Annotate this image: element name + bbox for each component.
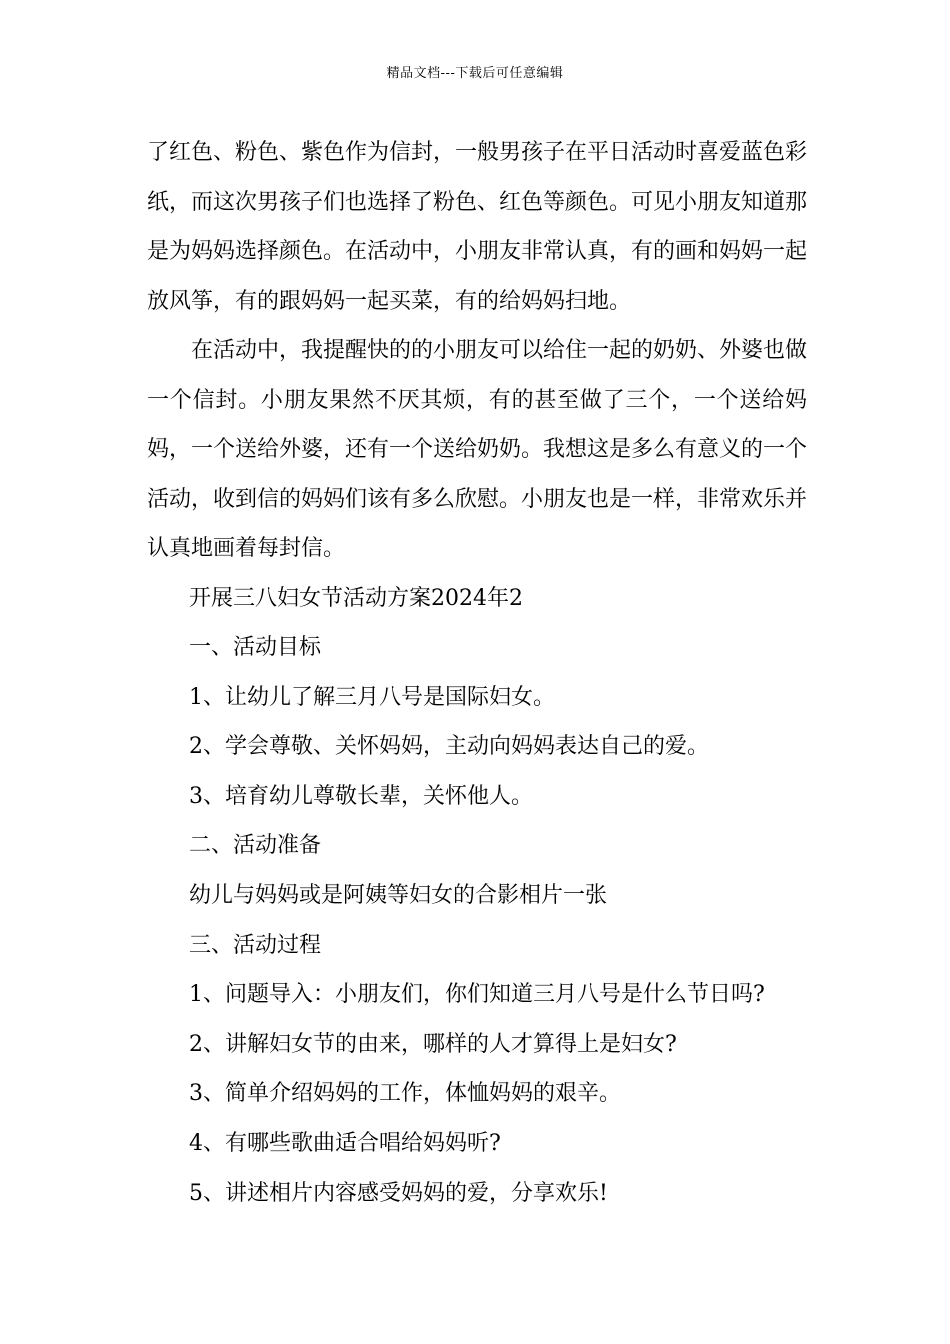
body-paragraph: 在活动中，我提醒快的的小朋友可以给住一起的奶奶、外婆也做一个信封。小朋友果然不厌其烦，有的甚至做了三个，一个送给妈妈，一个送给外婆，还有一个送给奶奶。我想这是多么有意义的一个活动，收到信的妈妈们该有多么欣慰。小朋友也是一样，非常欢乐并认真地画着每封信。 (147, 338, 808, 561)
document-title: 开展三八妇女节活动方案2024年2 (189, 585, 523, 611)
list-item: 3、培育幼儿尊敬长辈，关怀他人。 (189, 783, 533, 809)
page-header: 精品文档---下载后可任意编辑 (386, 66, 564, 81)
list-item: 2、学会尊敬、关怀妈妈，主动向妈妈表达自己的爱。 (189, 734, 709, 760)
body-paragraph: 了红色、粉色、紫色作为信封，一般男孩子在平日活动时喜爱蓝色彩纸，而这次男孩子们也选择了粉色、红色等颜色。可见小朋友知道那是为妈妈选择颜色。在活动中，小朋友非常认真，有的画和妈妈一起放风筝，有的跟妈妈一起买菜，有的给妈妈扫地。 (147, 140, 808, 314)
body-line: 幼儿与妈妈或是阿姨等妇女的合影相片一张 (189, 883, 608, 909)
section-heading: 一、活动目标 (189, 635, 322, 661)
document-body (147, 128, 807, 1218)
list-item: 1、让幼儿了解三月八号是国际妇女。 (189, 684, 555, 710)
list-item: 3、简单介绍妈妈的工作，体恤妈妈的艰辛。 (189, 1081, 621, 1107)
list-item: 1、问题导入：小朋友们，你们知道三月八号是什么节日吗? (189, 982, 765, 1008)
section-heading: 三、活动过程 (189, 932, 322, 958)
section-heading: 二、活动准备 (189, 833, 322, 859)
list-item: 4、有哪些歌曲适合唱给妈妈听? (189, 1131, 501, 1157)
list-item: 2、讲解妇女节的由来，哪样的人才算得上是妇女? (189, 1031, 677, 1057)
list-item: 5、讲述相片内容感受妈妈的爱，分享欢乐! (189, 1180, 608, 1206)
